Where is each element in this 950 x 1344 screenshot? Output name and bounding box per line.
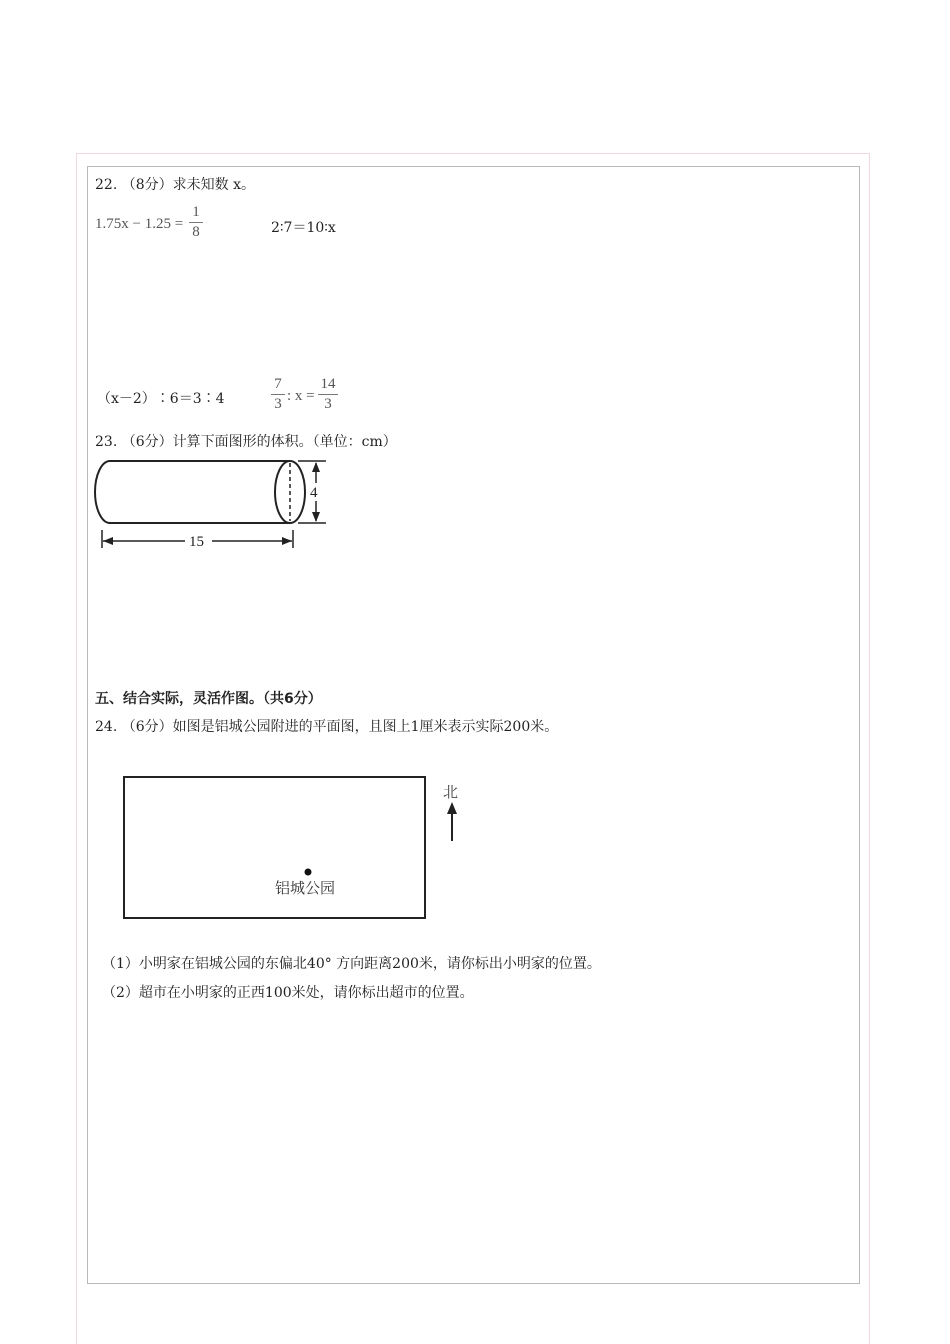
q22-equation-3: （x－2）∶6＝3∶4 xyxy=(97,391,225,407)
section-5-title: 五、结合实际，灵活作图。（共6分） xyxy=(95,691,322,707)
q22-equation-2: 2∶7＝10∶x xyxy=(271,220,336,236)
q22-header: 22. （8分）求未知数 x。 xyxy=(95,177,255,193)
fraction-bar xyxy=(318,394,338,395)
fraction-numerator: 7 xyxy=(274,376,282,392)
cylinder-diameter-label: 4 xyxy=(310,485,318,501)
fraction-denominator: 3 xyxy=(274,396,282,412)
q24-subquestion-2: （2）超市在小明家的正西100米处，请你标出超市的位置。 xyxy=(102,985,474,1001)
park-map-rectangle xyxy=(123,776,426,919)
q22-equation-4-middle: : x = xyxy=(287,388,315,404)
q23-header: 23. （6分）计算下面图形的体积。（单位：cm） xyxy=(95,434,397,450)
park-label: 铝城公园 xyxy=(275,879,336,897)
q22-equation-1-fraction xyxy=(189,204,203,241)
north-label: 北 xyxy=(443,783,459,801)
park-location-dot xyxy=(300,864,316,880)
fraction-denominator: 8 xyxy=(192,224,200,240)
q22-equation-4-fraction-right xyxy=(318,376,338,413)
fraction-bar xyxy=(189,222,203,223)
north-arrow-icon xyxy=(440,800,464,844)
q22-equation-1-lhs: 1.75x − 1.25 = xyxy=(95,216,184,232)
fraction-numerator: 1 xyxy=(192,204,200,220)
q22-equation-4-fraction-left xyxy=(271,376,285,413)
fraction-denominator: 3 xyxy=(324,396,332,412)
cylinder-figure xyxy=(90,455,340,555)
fraction-bar xyxy=(271,394,285,395)
q24-header: 24. （6分）如图是铝城公园附进的平面图，且图上1厘米表示实际200米。 xyxy=(95,719,559,735)
fraction-numerator: 14 xyxy=(320,376,336,392)
cylinder-length-label: 15 xyxy=(189,534,204,550)
q24-subquestion-1: （1）小明家在铝城公园的东偏北40° 方向距离200米，请你标出小明家的位置。 xyxy=(102,956,601,972)
